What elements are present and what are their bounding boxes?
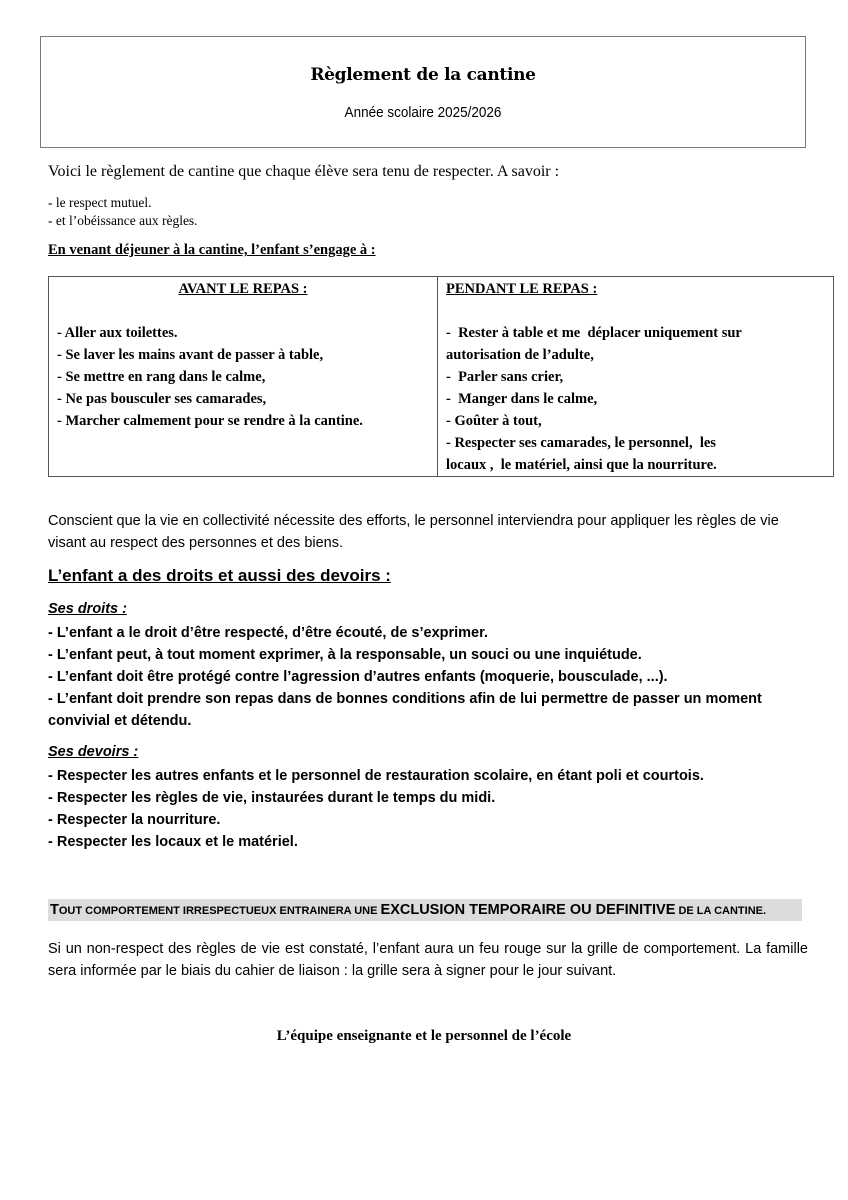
during-meal-heading: PENDANT LE REPAS : [446, 281, 598, 297]
during-meal-item: - Manger dans le calme, [446, 391, 598, 407]
during-meal-item: locaux , le matériel, ainsi que la nourriture. [446, 457, 717, 473]
during-meal-item: - Goûter à tout, [446, 413, 542, 429]
rules-table [48, 276, 834, 477]
consequence-paragraph: Si un non-respect des règles de vie est constaté, l’enfant aura un feu rouge sur la grille de comportement. La famille sera informée par le biais du cahier de liaison : la grille sera à signer pour le jour suivant. [48, 941, 808, 979]
during-meal-item: - Parler sans crier, [446, 369, 564, 385]
intro-item: - le respect mutuel. [48, 195, 152, 210]
during-meal-item: autorisation de l’adulte, [446, 347, 594, 363]
warning-emphasis: EXCLUSION TEMPORAIRE OU DEFINITIVE [380, 902, 676, 918]
during-meal-list [446, 322, 826, 476]
school-year: Année scolaire 2025/2026 [344, 104, 502, 121]
during-meal-item: - Respecter ses camarades, le personnel, les [446, 435, 716, 451]
during-meal-column [446, 277, 826, 476]
duties-item: - Respecter les autres enfants et le personnel de restauration scolaire, en étant poli et courtois. [48, 768, 704, 784]
rights-item: - L’enfant doit prendre son repas dans de bonnes conditions afin de lui permettre de passer un moment convivial et détendu. [48, 691, 762, 729]
during-meal-item: - Rester à table et me déplacer uniquement sur [446, 325, 742, 341]
before-meal-heading: AVANT LE REPAS : [178, 281, 308, 297]
duties-item: - Respecter la nourriture. [48, 812, 221, 828]
warning-text-start: OUT COMPORTEMENT IRRESPECTUEUX ENTRAINERA UNE [58, 905, 381, 917]
document-title: Règlement de la cantine [310, 65, 536, 85]
rights-item: - L’enfant a le droit d’être respecté, d’être écouté, de s’exprimer. [48, 625, 488, 641]
before-meal-item: - Aller aux toilettes. [57, 325, 178, 341]
title-box [40, 36, 806, 148]
warning-text-end: DE LA CANTINE. [675, 905, 767, 917]
exclusion-warning [48, 899, 802, 921]
rights-heading: Ses droits : [48, 601, 127, 617]
duties-heading: Ses devoirs : [48, 744, 139, 760]
signature: L’équipe enseignante et le personnel de l’école [276, 1028, 572, 1044]
before-meal-list [57, 322, 429, 432]
rights-item: - L’enfant doit être protégé contre l’agression d’autres enfants (moquerie, bousculade, ...). [48, 669, 668, 685]
duties-list [48, 765, 818, 853]
rights-duties-heading: L’enfant a des droits et aussi des devoirs : [48, 566, 391, 585]
before-meal-item: - Se laver les mains avant de passer à table, [57, 347, 324, 363]
before-meal-item: - Se mettre en rang dans le calme, [57, 369, 266, 385]
before-meal-column [57, 277, 429, 432]
collective-life-paragraph: Conscient que la vie en collectivité nécessite des efforts, le personnel interviendra pour appliquer les règles de vie visant au respect des personnes et des biens. [48, 513, 779, 551]
warning-initial: T [50, 902, 59, 918]
intro-text: Voici le règlement de cantine que chaque élève sera tenu de respecter. A savoir : [48, 163, 560, 180]
intro-item: - et l’obéissance aux règles. [48, 213, 198, 228]
column-divider [437, 277, 438, 476]
engagement-heading: En venant déjeuner à la cantine, l’enfant s’engage à : [48, 242, 376, 258]
before-meal-item: - Marcher calmement pour se rendre à la cantine. [57, 413, 363, 429]
rights-item: - L’enfant peut, à tout moment exprimer, à la responsable, un souci ou une inquiétude. [48, 647, 642, 663]
before-meal-item: - Ne pas bousculer ses camarades, [57, 391, 267, 407]
duties-item: - Respecter les locaux et le matériel. [48, 834, 298, 850]
duties-item: - Respecter les règles de vie, instaurées durant le temps du midi. [48, 790, 496, 806]
rights-list [48, 622, 818, 732]
